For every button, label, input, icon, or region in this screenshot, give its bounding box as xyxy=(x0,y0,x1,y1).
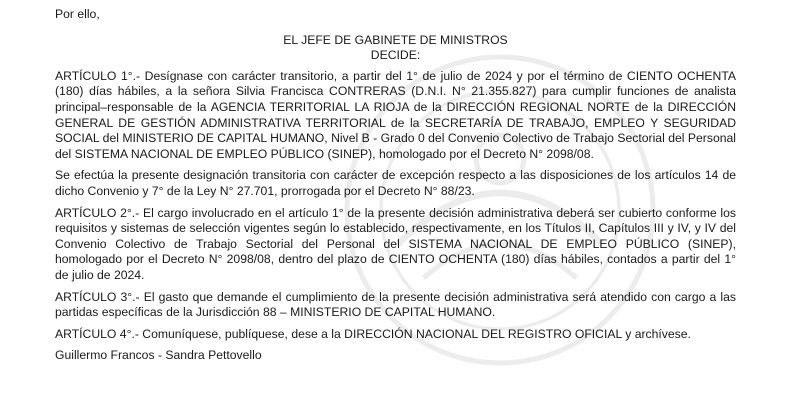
document-body xyxy=(55,7,736,364)
article-1-paragraph: ARTÍCULO 1°.- Desígnase con carácter transitorio, a partir del 1° de julio de 2024 y por el término de CIENTO OCHENTA (180) días hábiles, a la señora Silvia Francisca CONTRERAS (D.N.I. N° 21.355.827) para cumplir funciones de analista principal–responsable de la AGENCIA TERRITORIAL LA RIOJA de la DIRECCIÓN REGIONAL NORTE de la DIRECCIÓN GENERAL DE GESTIÓN ADMINISTRATIVA TERRITORIAL de la SECRETARÍA DE TRABAJO, EMPLEO Y SEGURIDAD SOCIAL del MINISTERIO DE CAPITAL HUMANO, Nivel B - Grado 0 del Convenio Colectivo de Trabajo Sectorial del Personal del SISTEMA NACIONAL DE EMPLEO PÚBLICO (SINEP), homologado por el Decreto N° 2098/08. xyxy=(55,68,736,161)
signature-line: Guillermo Francos - Sandra Pettovello xyxy=(55,348,262,363)
opening-line: Por ello, xyxy=(55,7,100,21)
header-line-1: EL JEFE DE GABINETE DE MINISTROS xyxy=(283,32,508,47)
exception-paragraph: Se efectúa la presente designación transitoria con carácter de excepción respecto a las disposiciones de los artículos 14 de dicho Convenio y 7° de la Ley N° 27.701, prorrogada por el Decreto N° 88/23. xyxy=(55,168,736,198)
article-2-paragraph: ARTÍCULO 2°.- El cargo involucrado en el artículo 1° de la presente decisión administrativa deberá ser cubierto conforme los requisitos y sistemas de selección vigentes según lo establecido, respectivamente, en los Títulos II, Capítulos III y IV, y IV del Convenio Colectivo de Trabajo Sectorial del Personal del SISTEMA NACIONAL DE EMPLEO PÚBLICO (SINEP), homologado por el Decreto N° 2098/08, dentro del plazo de CIENTO OCHENTA (180) días hábiles, contados a partir del 1° de julio de 2024. xyxy=(55,205,736,282)
article-3-paragraph: ARTÍCULO 3°.- El gasto que demande el cumplimiento de la presente decisión administrativa será atendido con cargo a las partidas específicas de la Jurisdicción 88 – MINISTERIO DE CAPITAL HUMANO. xyxy=(55,289,736,320)
article-4-paragraph: ARTÍCULO 4°.- Comuníquese, publíquese, dese a la DIRECCIÓN NACIONAL DEL REGISTRO OFICIAL y archívese. xyxy=(55,326,691,341)
header-line-2: DECIDE: xyxy=(370,48,421,63)
